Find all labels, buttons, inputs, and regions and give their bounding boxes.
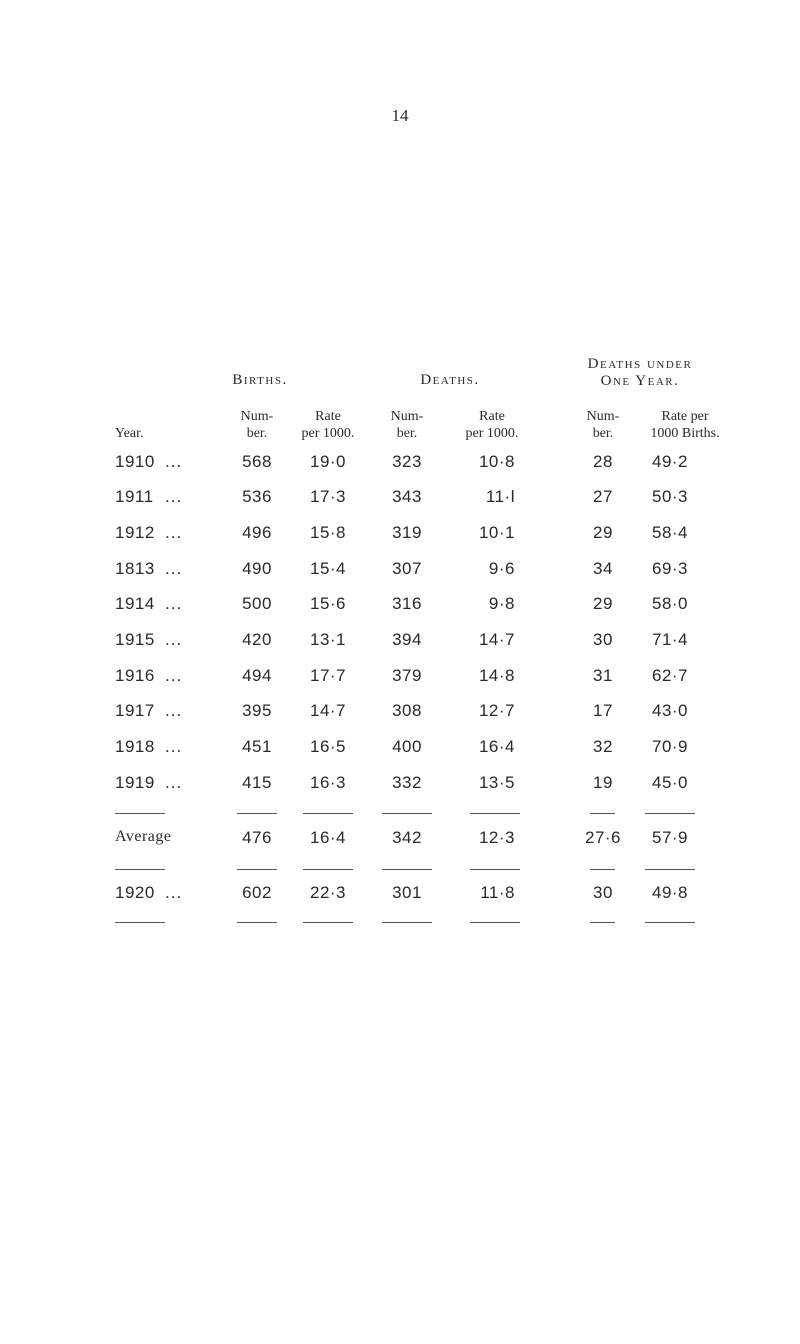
table-row	[0, 737, 800, 761]
births-number-header-line2: ber.	[246, 426, 268, 441]
year-cell: 1916	[115, 666, 155, 685]
infant-rate-cell: 57·9	[651, 828, 689, 847]
deaths-rate-header-line2: per 1000.	[465, 426, 519, 441]
births-rate-cell: 16·5	[309, 737, 347, 756]
table-row	[0, 559, 800, 583]
leader-dots: ...	[165, 666, 183, 685]
rule-segment	[303, 869, 353, 870]
births-rate-header-line1: Rate	[315, 409, 341, 424]
rule-segment	[382, 922, 432, 923]
infant-rate-cell: 58·4	[651, 523, 689, 542]
current-year-row	[0, 883, 800, 907]
infant-rate-cell: 49·2	[651, 452, 689, 471]
rule-segment	[470, 922, 520, 923]
births-rate-cell: 14·7	[309, 701, 347, 720]
rule-segment	[645, 869, 695, 870]
infant-rate-header-line2: 1000 Births.	[650, 426, 720, 441]
births-number-cell: 415	[242, 773, 272, 792]
rule-segment	[237, 869, 277, 870]
deaths-rate-cell: 16·4	[478, 737, 515, 756]
deaths-rate-header	[452, 408, 532, 442]
deaths-rate-cell: 12·3	[478, 828, 515, 847]
births-rate-header	[288, 408, 368, 442]
leader-dots: ...	[165, 883, 183, 902]
rule-below-1920	[0, 922, 800, 924]
infant-number-cell: 34	[593, 559, 613, 578]
table-row	[0, 773, 800, 797]
deaths-number-cell: 316	[392, 594, 422, 613]
leader-dots: ...	[165, 452, 183, 471]
infant-deaths-header-line1: Deaths under	[587, 356, 693, 372]
rule-segment	[115, 813, 165, 814]
rule-segment	[470, 869, 520, 870]
births-rate-cell: 15·4	[309, 559, 347, 578]
births-rate-header-line2: per 1000.	[301, 426, 355, 441]
infant-rate-cell: 71·4	[651, 630, 689, 649]
rule-segment	[237, 922, 277, 923]
deaths-number-header-line2: ber.	[396, 426, 418, 441]
infant-deaths-header-line2: One Year.	[600, 373, 680, 389]
rule-segment	[237, 813, 277, 814]
deaths-number-cell: 319	[392, 523, 422, 542]
year-cell: 1920	[115, 883, 155, 902]
births-number-cell: 490	[242, 559, 272, 578]
average-row	[0, 828, 800, 852]
births-rate-cell: 16·3	[309, 773, 347, 792]
deaths-rate-cell: 14·8	[478, 666, 515, 685]
rule-segment	[590, 813, 615, 814]
births-number-cell: 496	[242, 523, 272, 542]
rule-segment	[115, 922, 165, 923]
deaths-number-cell: 379	[392, 666, 422, 685]
births-rate-cell: 13·1	[309, 630, 347, 649]
deaths-number-cell: 400	[392, 737, 422, 756]
infant-rate-cell: 58·0	[651, 594, 689, 613]
rule-segment	[645, 922, 695, 923]
infant-number-cell: 19	[593, 773, 613, 792]
deaths-rate-cell: 10·8	[478, 452, 515, 471]
table-row	[0, 523, 800, 547]
births-number-cell: 494	[242, 666, 272, 685]
year-cell: 1912	[115, 523, 155, 542]
table-row	[0, 487, 800, 511]
infant-number-cell: 29	[593, 523, 613, 542]
births-group-header: Births.	[232, 372, 288, 388]
infant-deaths-group-header	[555, 356, 725, 390]
deaths-number-cell: 394	[392, 630, 422, 649]
year-cell: 1911	[115, 487, 154, 506]
deaths-number-cell: 332	[392, 773, 422, 792]
infant-number-cell: 30	[593, 883, 613, 902]
infant-number-cell: 30	[593, 630, 613, 649]
rule-segment	[303, 922, 353, 923]
infant-number-cell: 32	[593, 737, 613, 756]
births-number-cell: 451	[242, 737, 272, 756]
births-number-cell: 602	[242, 883, 272, 902]
leader-dots: ...	[165, 487, 183, 506]
table-row	[0, 452, 800, 476]
table-row	[0, 630, 800, 654]
leader-dots: ...	[165, 701, 183, 720]
births-number-cell: 568	[242, 452, 272, 471]
page-number: 14	[391, 106, 409, 125]
rule-segment	[470, 813, 520, 814]
leader-dots: ...	[165, 737, 183, 756]
deaths-rate-cell: 9·8	[488, 594, 515, 613]
births-number-cell: 500	[242, 594, 272, 613]
infant-rate-cell: 43·0	[651, 701, 689, 720]
deaths-number-header	[377, 408, 437, 442]
year-cell: 1919	[115, 773, 155, 792]
infant-number-cell: 28	[593, 452, 613, 471]
year-cell: 1917	[115, 701, 155, 720]
deaths-number-cell: 342	[392, 828, 422, 847]
leader-dots: ...	[165, 630, 183, 649]
deaths-group-header: Deaths.	[420, 372, 480, 388]
births-number-cell: 395	[242, 701, 272, 720]
infant-rate-cell: 62·7	[651, 666, 689, 685]
births-number-cell: 536	[242, 487, 272, 506]
deaths-rate-cell: 13·5	[478, 773, 515, 792]
infant-number-cell: 17	[593, 701, 613, 720]
births-rate-cell: 16·4	[309, 828, 347, 847]
average-label: Average	[115, 828, 172, 845]
year-cell: 1813	[115, 559, 155, 578]
leader-dots: ...	[165, 594, 183, 613]
rule-segment	[590, 869, 615, 870]
deaths-number-cell: 343	[392, 487, 422, 506]
deaths-rate-cell: 9·6	[488, 559, 515, 578]
infant-rate-cell: 49·8	[651, 883, 689, 902]
infant-number-cell: 27	[593, 487, 613, 506]
deaths-number-cell: 323	[392, 452, 422, 471]
infant-rate-header	[630, 408, 740, 442]
infant-rate-cell: 69·3	[651, 559, 689, 578]
deaths-number-cell: 307	[392, 559, 422, 578]
births-number-cell: 476	[242, 828, 272, 847]
year-cell: 1914	[115, 594, 155, 613]
leader-dots: ...	[165, 523, 183, 542]
rule-segment	[303, 813, 353, 814]
rule-above-1920	[0, 869, 800, 871]
deaths-rate-cell: 11·l	[485, 487, 515, 506]
births-rate-cell: 19·0	[309, 452, 347, 471]
rule-segment	[645, 813, 695, 814]
year-header: Year.	[115, 426, 144, 441]
births-number-header-line1: Num-	[240, 409, 274, 424]
births-number-header	[227, 408, 287, 442]
leader-dots: ...	[165, 773, 183, 792]
deaths-rate-header-line1: Rate	[479, 409, 505, 424]
infant-rate-cell: 70·9	[651, 737, 689, 756]
rule-segment	[382, 869, 432, 870]
births-rate-cell: 17·7	[309, 666, 347, 685]
rule-segment	[115, 869, 165, 870]
infant-number-header	[573, 408, 633, 442]
table-row	[0, 666, 800, 690]
deaths-rate-cell: 11·8	[480, 883, 515, 902]
infant-number-cell: 31	[593, 666, 613, 685]
deaths-rate-cell: 14·7	[478, 630, 515, 649]
infant-number-cell: 29	[593, 594, 613, 613]
year-cell: 1910	[115, 452, 155, 471]
leader-dots: ...	[165, 559, 183, 578]
births-rate-cell: 22·3	[309, 883, 347, 902]
table-row	[0, 594, 800, 618]
deaths-number-header-line1: Num-	[390, 409, 424, 424]
infant-rate-header-line1: Rate per	[661, 409, 709, 424]
deaths-number-cell: 301	[392, 883, 422, 902]
infant-rate-cell: 50·3	[651, 487, 689, 506]
deaths-rate-cell: 12·7	[478, 701, 515, 720]
births-rate-cell: 15·8	[309, 523, 347, 542]
year-cell: 1918	[115, 737, 155, 756]
infant-number-header-line2: ber.	[592, 426, 614, 441]
births-number-cell: 420	[242, 630, 272, 649]
year-cell: 1915	[115, 630, 155, 649]
rule-segment	[382, 813, 432, 814]
deaths-rate-cell: 10·1	[478, 523, 515, 542]
rule-segment	[590, 922, 615, 923]
infant-rate-cell: 45·0	[651, 773, 689, 792]
infant-number-cell: 27·6	[584, 828, 622, 847]
births-rate-cell: 17·3	[309, 487, 347, 506]
deaths-number-cell: 308	[392, 701, 422, 720]
infant-number-header-line1: Num-	[586, 409, 620, 424]
births-rate-cell: 15·6	[309, 594, 347, 613]
table-row	[0, 701, 800, 725]
rule-above-average	[0, 813, 800, 815]
